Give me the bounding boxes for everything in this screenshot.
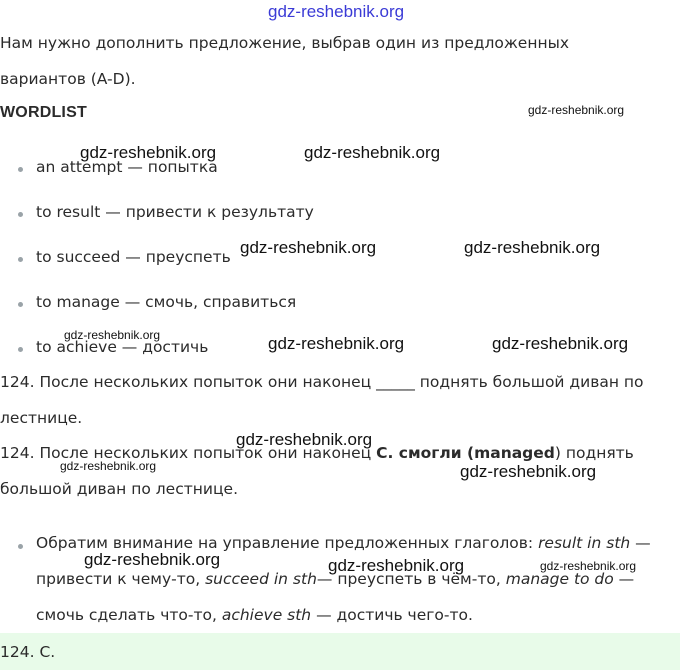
watermark: gdz-reshebnik.org: [84, 550, 221, 569]
watermark: gdz-reshebnik.org: [492, 334, 629, 353]
question-line-2: лестнице.: [0, 409, 83, 427]
bullet-icon: [18, 302, 23, 307]
list-item-text: to achieve — достичь: [36, 338, 209, 356]
solution-prefix: 124. После нескольких попыток они наконец: [0, 444, 377, 462]
watermark: gdz-reshebnik.org: [60, 459, 157, 473]
wordlist-heading: WORDLIST: [0, 104, 87, 121]
watermark: gdz-reshebnik.org: [304, 143, 441, 162]
intro-line-2: вариантов (A-D).: [0, 70, 136, 88]
watermark: gdz-reshebnik.org: [268, 334, 405, 353]
list-item-text: to result — привести к результату: [36, 203, 314, 221]
bullet-icon: [18, 257, 23, 262]
solution-suffix: ) поднять: [554, 444, 634, 462]
question-line-1: 124. После нескольких попыток они наконец _____ поднять большой диван по: [0, 373, 644, 391]
watermark: gdz-reshebnik.org: [240, 238, 377, 257]
bullet-icon: [18, 544, 23, 549]
watermark: gdz-reshebnik.org: [328, 556, 465, 575]
watermark: gdz-reshebnik.org: [64, 328, 161, 342]
note-term: result in sth: [538, 534, 631, 552]
bullet-icon: [18, 212, 23, 217]
list-item-text: to succeed — преуспеть: [36, 248, 231, 266]
note-line-3: [36, 606, 473, 624]
watermark: gdz-reshebnik.org: [80, 143, 217, 162]
intro-line-1: Нам нужно дополнить предложение, выбрав один из предложенных: [0, 34, 570, 52]
note-text: —: [613, 570, 635, 588]
bullet-icon: [18, 167, 23, 172]
answer-bar: [0, 633, 680, 670]
note-text: смочь сделать что-то,: [36, 606, 222, 624]
note-term: succeed in sth: [205, 570, 317, 588]
note-text: привести к чему-то,: [36, 570, 206, 588]
note-term: achieve sth: [221, 606, 312, 624]
bullet-icon: [18, 347, 23, 352]
watermark: gdz-reshebnik.org: [528, 103, 625, 117]
note-text: Обратим внимание на управление предложенных глаголов:: [36, 534, 539, 552]
list-item-text: to manage — смочь, справиться: [36, 293, 297, 311]
solution-answer: C. смогли (managed: [376, 444, 555, 462]
note-term: manage to do: [505, 570, 614, 588]
note-text: —: [630, 534, 651, 552]
watermark: gdz-reshebnik.org: [460, 462, 597, 481]
final-answer: 124. C.: [0, 643, 56, 661]
solution-line-2: большой диван по лестнице.: [0, 480, 238, 498]
watermark: gdz-reshebnik.org: [464, 238, 601, 257]
note-text: — достичь чего-то.: [311, 606, 473, 624]
watermark-top: gdz-reshebnik.org: [268, 2, 405, 21]
watermark: gdz-reshebnik.org: [236, 430, 373, 449]
watermark: gdz-reshebnik.org: [540, 559, 637, 573]
note-text: — преуспеть в чём-то,: [316, 570, 506, 588]
list-item-text: an attempt — попытка: [36, 158, 218, 176]
